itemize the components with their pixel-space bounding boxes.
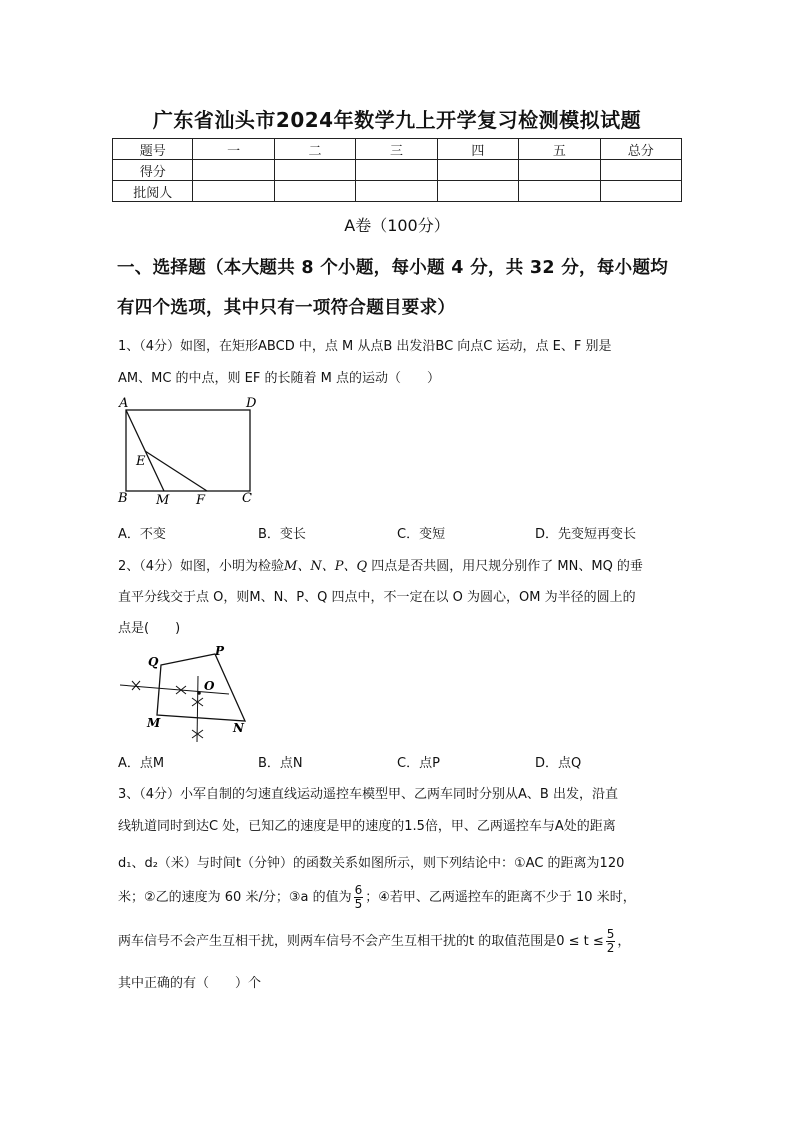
score-cell[interactable] <box>193 160 274 181</box>
label-b: B <box>118 491 128 506</box>
point-o <box>197 691 201 695</box>
score-cell[interactable] <box>519 181 600 202</box>
q2-line1-vars: M、N、P、Q <box>284 559 368 574</box>
q2-option-d[interactable]: D．点Q <box>535 756 582 771</box>
q2-option-b[interactable]: B．点N <box>258 756 303 771</box>
q2-option-c[interactable]: C．点P <box>397 756 440 771</box>
fraction-numerator: 5 <box>606 927 615 941</box>
q1-option-b[interactable]: B．变长 <box>258 527 306 542</box>
label-c: C <box>242 491 252 506</box>
score-header-cell: 题号 <box>113 139 193 160</box>
q1-option-a[interactable]: A．不变 <box>118 527 166 542</box>
q2-line1 <box>118 555 643 574</box>
score-table <box>112 138 682 202</box>
perpendicular-bisector-mn <box>197 676 198 742</box>
score-header-cell: 二 <box>274 139 355 160</box>
section-a-title: A卷（100分） <box>344 216 450 235</box>
score-table-header-row <box>113 139 682 160</box>
q3-line5 <box>118 928 630 955</box>
score-cell[interactable] <box>600 160 681 181</box>
fraction-numerator: 6 <box>354 883 363 897</box>
score-cell[interactable] <box>356 160 437 181</box>
label-n: N <box>233 721 244 735</box>
q2-quadrilateral-figure <box>112 642 262 746</box>
score-header-cell: 三 <box>356 139 437 160</box>
q3-line4-pre: 米；②乙的速度为 60 米/分；③a 的值为 <box>118 890 352 905</box>
score-cell[interactable] <box>519 160 600 181</box>
label-m: M <box>147 716 161 730</box>
q2-line3: 点是( ) <box>118 621 181 636</box>
fraction-denominator: 5 <box>354 897 363 911</box>
q1-option-c[interactable]: C．变短 <box>397 527 446 542</box>
fraction-denominator: 2 <box>606 941 615 955</box>
label-q: Q <box>148 655 159 669</box>
q2-line2: 直平分线交于点 O，则M、N、P、Q 四点中，不一定在以 O 为圆心，OM 为半径的圆上的 <box>118 590 636 605</box>
q1-option-d[interactable]: D．先变短再变长 <box>535 527 637 542</box>
q1-line2: AM、MC 的中点，则 EF 的长随着 M 点的运动（ ） <box>118 371 440 386</box>
fraction-five-halves <box>606 928 616 955</box>
fraction-six-fifths <box>354 884 364 911</box>
q1-rectangle-figure <box>112 394 264 510</box>
score-row-label: 得分 <box>113 160 193 181</box>
score-table-row <box>113 181 682 202</box>
q1-line1: 1、（4分）如图，在矩形ABCD 中，点 M 从点B 出发沿BC 向点C 运动，点 E、F 别是 <box>118 339 612 354</box>
arc-mark <box>132 681 140 690</box>
score-cell[interactable] <box>356 181 437 202</box>
q2-line1-pre: 2、（4分）如图，小明为检验 <box>118 559 285 574</box>
q3-line2: 线轨道同时到达C 处，已知乙的速度是甲的速度的1.5倍，甲、乙两遥控车与A处的距离 <box>118 819 616 834</box>
score-cell[interactable] <box>437 160 518 181</box>
score-table-row <box>113 160 682 181</box>
q3-line5-post: ， <box>617 934 631 949</box>
score-row-label: 批阅人 <box>113 181 193 202</box>
score-cell[interactable] <box>274 160 355 181</box>
label-p: P <box>215 644 225 658</box>
score-cell[interactable] <box>274 181 355 202</box>
label-e: E <box>136 454 146 469</box>
q3-line3: d₁、d₂（米）与时间t（分钟）的函数关系如图所示，则下列结论中：①AC 的距离为120 <box>118 856 625 871</box>
label-o: O <box>204 679 215 693</box>
score-header-cell: 五 <box>519 139 600 160</box>
score-header-cell: 一 <box>193 139 274 160</box>
score-header-cell: 四 <box>437 139 518 160</box>
part1-heading-line1: 一、选择题（本大题共 8 个小题，每小题 4 分，共 32 分，每小题均 <box>117 258 669 278</box>
q3-line6: 其中正确的有（ ）个 <box>118 976 262 991</box>
score-cell[interactable] <box>600 181 681 202</box>
label-m: M <box>156 493 170 508</box>
label-a: A <box>119 396 129 411</box>
quadrilateral-mnpq <box>157 654 245 721</box>
q2-option-a[interactable]: A．点M <box>118 756 165 771</box>
q3-line4-post: ；④若甲、乙两遥控车的距离不少于 10 米时， <box>365 890 636 905</box>
part1-heading-line2: 有四个选项，其中只有一项符合题目要求） <box>117 298 456 318</box>
segment-am <box>126 410 164 491</box>
exam-title: 广东省汕头市2024年数学九上开学复习检测模拟试题 <box>152 108 642 132</box>
q3-line1: 3、（4分）小军自制的匀速直线运动遥控车模型甲、乙两车同时分别从A、B 出发，沿直 <box>118 787 618 802</box>
label-f: F <box>196 493 206 508</box>
score-cell[interactable] <box>437 181 518 202</box>
q3-line4 <box>118 884 636 911</box>
q2-line1-post: 四点是否共圆，用尺规分别作了 MN、MQ 的垂 <box>367 559 643 574</box>
q3-line5-pre: 两车信号不会产生互相干扰，则两车信号不会产生互相干扰的t 的取值范围是0 ≤ t ≤ <box>118 934 604 949</box>
score-cell[interactable] <box>193 181 274 202</box>
score-header-cell: 总分 <box>600 139 681 160</box>
label-d: D <box>246 396 257 411</box>
